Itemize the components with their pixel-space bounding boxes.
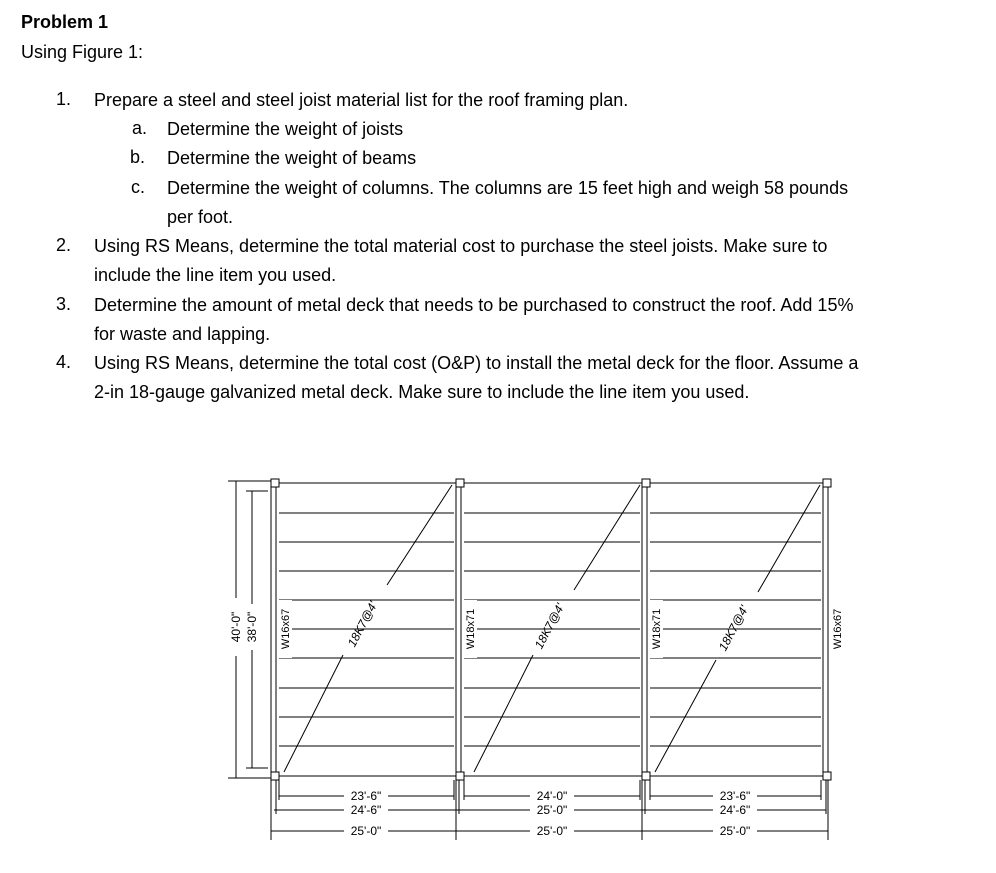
bay-3-dim-1: 23'-6" bbox=[719, 789, 751, 803]
item-3-text-line2: for waste and lapping. bbox=[94, 324, 271, 344]
item-4-text-line1: Using RS Means, determine the total cost (O&P) to install the metal deck for the floor. Assume a bbox=[94, 353, 859, 373]
item-1b-letter: b. bbox=[130, 147, 146, 167]
bay-2-dim-2: 25'-0" bbox=[536, 803, 568, 817]
item-4-number: 4. bbox=[56, 352, 72, 372]
span-diagonal bbox=[655, 660, 716, 772]
framing-lines bbox=[228, 479, 831, 840]
item-1b-text: Determine the weight of beams bbox=[167, 148, 417, 168]
bay-3-dim-2: 24'-6" bbox=[719, 803, 751, 817]
problem-subtitle: Using Figure 1: bbox=[21, 42, 144, 62]
span-diagonal bbox=[387, 485, 452, 585]
span-diagonal bbox=[758, 485, 820, 592]
joist-label: 18K7@4' bbox=[344, 599, 381, 650]
column-marker bbox=[823, 479, 831, 487]
item-3-number: 3. bbox=[56, 294, 72, 314]
item-4-text-line2: 2-in 18-gauge galvanized metal deck. Make sure to include the line item you used. bbox=[94, 382, 750, 402]
span-diagonal bbox=[284, 655, 343, 772]
item-1-text: Prepare a steel and steel joist material list for the roof framing plan. bbox=[94, 90, 629, 110]
bay-2-dim-3: 25'-0" bbox=[536, 824, 568, 838]
bay-3-dim-3: 25'-0" bbox=[719, 824, 751, 838]
item-2-number: 2. bbox=[56, 235, 72, 255]
item-1a-text: Determine the weight of joists bbox=[167, 119, 404, 139]
bay-1-dim-3: 25'-0" bbox=[350, 824, 382, 838]
beam-label: W18x71 bbox=[465, 608, 477, 650]
beam-label: W16x67 bbox=[280, 608, 292, 650]
joist-label: 18K7@4' bbox=[715, 603, 752, 654]
joist-label: 18K7@4' bbox=[531, 601, 568, 652]
dim-inner-label: 38'-0" bbox=[245, 611, 259, 643]
item-1c-text-line2: per foot. bbox=[167, 207, 234, 227]
span-diagonal bbox=[574, 485, 640, 590]
item-1c-letter: c. bbox=[131, 177, 146, 197]
item-1c-text-line1: Determine the weight of columns. The columns are 15 feet high and weigh 58 pounds bbox=[167, 178, 849, 198]
beam-label: W18x71 bbox=[651, 608, 663, 650]
bay-1-dim-1: 23'-6" bbox=[350, 789, 382, 803]
item-3-text-line1: Determine the amount of metal deck that needs to be purchased to construct the roof. Add 15% bbox=[94, 295, 854, 315]
column-marker bbox=[642, 479, 650, 487]
column-marker bbox=[456, 479, 464, 487]
column-marker bbox=[271, 772, 279, 780]
beam-label: W16x67 bbox=[832, 608, 844, 650]
item-2-text-line2: include the line item you used. bbox=[94, 265, 337, 285]
bay-2-dim-1: 24'-0" bbox=[536, 789, 568, 803]
column-marker bbox=[823, 772, 831, 780]
item-1a-letter: a. bbox=[132, 118, 148, 138]
span-diagonal bbox=[474, 655, 533, 772]
column-marker bbox=[456, 772, 464, 780]
problem-title: Problem 1 bbox=[21, 12, 109, 32]
bay-1-dim-2: 24'-6" bbox=[350, 803, 382, 817]
item-2-text-line1: Using RS Means, determine the total material cost to purchase the steel joists. Make sure to bbox=[94, 236, 828, 256]
column-marker bbox=[271, 479, 279, 487]
dim-overall-label: 40'-0" bbox=[229, 611, 243, 643]
column-marker bbox=[642, 772, 650, 780]
item-1-number: 1. bbox=[56, 89, 72, 109]
